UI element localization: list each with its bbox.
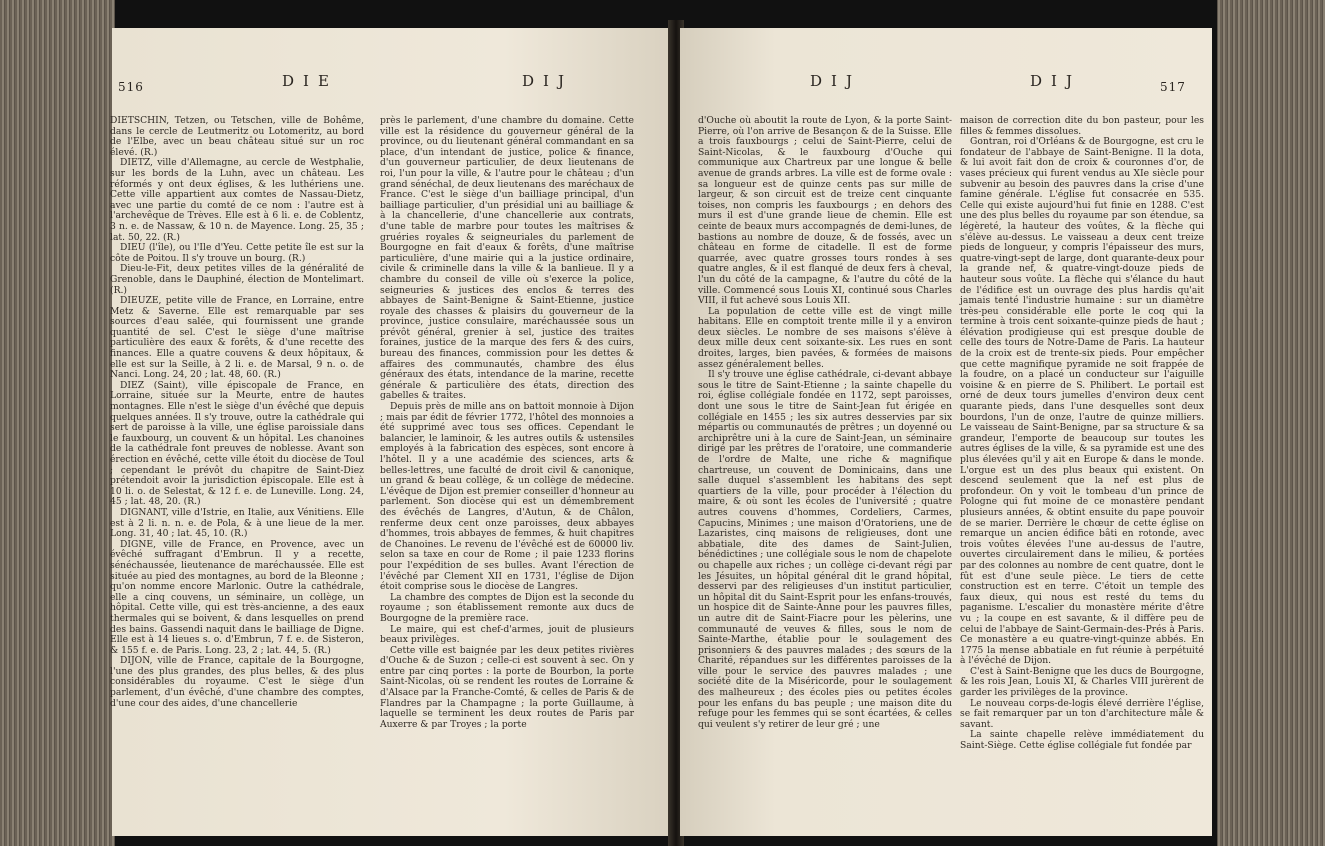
paragraph: DIEZ (Saint), ville épiscopale de France, en Lorraine, située sur la Meurte, entre de hautes montagnes. Elle n'est le siège d'un évêché que depuis quelques années. Il s'y trouve, outre la cathédrale qui sert de paroisse à la ville, une église paroissiale dans le fauxbourg, un couvent & un hôpital. Les chanoines de la cathédrale font preuves de noblesse. Avant son érection en évêché, cette ville étoit du diocèse de Toul ; cependant le prévôt du chapitre de Saint-Diez prétendoit avoir la jurisdiction épiscopale. Elle est à 10 li. o. de Selestat, & 12 f. e. de Luneville. Long. 24, 45 ; lat. 48, 20. (R.) [110, 379, 364, 508]
text-column-1 [698, 116, 952, 730]
right-page [680, 28, 1212, 836]
paragraph: DIGNE, ville de France, en Provence, avec un évêché suffragant d'Embrun. Il y a recette, sénéchaussée, lieutenance de maréchaussée. Elle est située au pied des montagnes, au bord de la Bleonne ; qu'on nomme encore Marlonic. Outre la cathédrale, elle a cinq couvens, un séminaire, un collège, un hôpital. Cette ville, qui est très-ancienne, a des eaux thermales qui se boivent, & dans lesquelles on prend des bains. Gassendi naquit dans le bailliage de Digne. Elle est à 14 lieues s. o. d'Embrun, 7 f. e. de Sisteron, & 155 f. e. de Paris. Long. 23, 2 ; lat. 44, 5. (R.) [110, 538, 364, 656]
text-column-2 [380, 116, 634, 730]
paragraph: Depuis près de mille ans on battoit monnoie à Dijon ; mais par édit de février 1772, l'hôtel des monnoies a été supprimé avec tous ses offices. Cependant le balancier, le laminoir, & les autres outils & ustensiles employés à la fabrication des espèces, sont encore à l'hôtel. Il y a une académie des sciences, arts & belles-lettres, une faculté de droit civil & canonique, un grand & beau collège, & un collège de médecine. L'évêque de Dijon est premier conseiller d'honneur au parlement. Son diocèse qui est un démembrement des évêchés de Langres, d'Autun, & de Châlon, renferme deux cent onze paroisses, deux abbayes d'hommes, trois abbayes de femmes, & huit chapitres de Chanoines. Le revenu de l'évêché est de 60000 liv. selon sa taxe en cour de Rome ; il paie 1233 florins pour l'expédition de ses bulles. Avant l'érection de l'évêché par Clement XII en 1731, l'église de Dijon étoit comprise sous le diocèse de Langres. [380, 401, 634, 593]
text-column-2 [960, 116, 1204, 752]
left-page-edges [0, 0, 115, 846]
paragraph: La population de cette ville est de vingt mille habitans. Elle en comptoit trente mille il y a environ deux siècles. Le nombre de ses maisons s'élève à deux mille deux cent soixante-six. Les rues en sont droites, larges, bien pavées, & formées de maisons assez généralement belles. [698, 305, 952, 370]
paragraph: La sainte chapelle relève immédiatement du Saint-Siège. Cette église collégiale fut fondée par [960, 729, 1204, 752]
paragraph: DIEU (l'île), ou l'Ile d'Yeu. Cette petite île est sur la côte de Poitou. Il s'y trouve un bourg. (R.) [110, 242, 364, 264]
paragraph: DIETSCHIN, Tetzen, ou Tetschen, ville de Bohême, dans le cercle de Leutmeritz ou Lotomeritz, au bord de l'Elbe, avec un beau château situé sur un roc élevé. (R.) [110, 115, 364, 158]
paragraph: d'Ouche où aboutit la route de Lyon, & la porte Saint-Pierre, où l'on arrive de Besançon & de la Suisse. Elle a trois fauxbourgs ; celui de Saint-Pierre, celui de Saint-Nicolas, & le fauxbourg d'Ouche qui communique aux Chartreux par une longue & belle avenue de grands arbres. La ville est de forme ovale : sa longueur est de quinze cents pas sur mille de largeur, & son circuit est de treize cent cinquante toises, non compris les fauxbourgs ; en dehors des murs il est d'une grande lieue de chemin. Elle est ceinte de beaux murs accompagnés de demi-lunes, de bastions au nombre de douze, & de fossés, avec un château en forme de citadelle. Il est de forme quarrée, avec quatre grosses tours rondes à ses quatre angles, & il est flanqué de deux fers à cheval, l'un du côté de la campagne, & l'autre du côté de la ville. Commencé sous Louis XI, continué sous Charles VIII, il fut achevé sous Louis XII. [698, 115, 952, 307]
right-page-edges [1217, 0, 1325, 846]
paragraph: DIGNANT, ville d'Istrie, en Italie, aux Vénitiens. Elle est à 2 li. n. n. e. de Pola, & à une lieue de la mer. Long. 31, 40 ; lat. 45, 10. (R.) [110, 506, 364, 540]
page-number: 516 [118, 80, 144, 94]
paragraph: La chambre des comptes de Dijon est la seconde du royaume ; son établissement remonte aux ducs de Bourgogne de la première race. [380, 591, 634, 624]
paragraph: DIETZ, ville d'Allemagne, au cercle de Westphalie, sur les bords de la Luhn, avec un château. Les réformés y ont deux églises, & les luthériens une. Cette ville appartient aux comtes de Nassau-Dietz, avec une partie du comté de ce nom : l'autre est à l'archevêque de Trèves. Elle est à 6 li. e. de Coblentz, 3 n. e. de Nassaw, & 10 n. de Mayence. Long. 25, 35 ; lat. 50, 22. (R.) [110, 157, 364, 243]
paragraph: Le nouveau corps-de-logis élevé derrière l'église, se fait remarquer par un ton d'architecture mâle & savant. [960, 697, 1204, 730]
running-header-left: DIJ [810, 72, 861, 90]
paragraph: près le parlement, d'une chambre du domaine. Cette ville est la résidence du gouverneur général de la province, ou du lieutenant général commandant en sa place, d'un intendant de justice, police & finance, d'un gouverneur particulier, de deux lieutenans de roi, l'un pour la ville, & l'autre pour le château ; d'un grand sénéchal, de deux lieutenans des maréchaux de France. C'est le siège d'un bailliage principal, d'un bailliage particulier, d'un présidial uni au bailliage & à la chancellerie, d'une chancellerie aux contrats, d'une table de marbre pour toutes les maîtrises & gruéries royales & seigneuriales du parlement de Bourgogne en fait d'eaux & forêts, d'une maîtrise particulière, d'une mairie qui a la justice ordinaire, civile & criminelle dans la ville & la banlieue. Il y a chambre du conseil de ville où s'exerce la police, seigneuries & justices des enclos & terres des abbayes de Saint-Benigne & Saint-Etienne, justice royale des chasses & plaisirs du gouverneur de la province, justice consulaire, maréchaussée sous un prévôt général, grenier à sel, justice des traites foraines, justice de la marque des fers & des cuirs, bureau des finances, commission pour les dettes & affaires des communautés, chambre des élus généraux des états, intendance de la marine, recette générale & particulière des états, direction des gabelles & traites. [380, 115, 634, 402]
running-header-right: DIJ [1030, 72, 1081, 90]
paragraph: maison de correction dite du bon pasteur, pour les filles & femmes dissolues. [960, 115, 1204, 137]
paragraph: DIEUZE, petite ville de France, en Lorraine, entre Metz & Saverne. Elle est remarquable par ses sources d'eau salée, qui fournissent une grande quantité de sel. C'est le siège d'une maîtrise particulière des eaux & forêts, & d'une recette des finances. Elle a quatre couvens & deux hôpitaux, & elle est sur la Seille, à 2 li. e. de Marsal, 9 n. o. de Nanci. Long. 24, 20 ; lat. 48, 60. (R.) [110, 295, 364, 381]
running-header-left: DIE [282, 72, 338, 90]
left-page [112, 28, 672, 836]
paragraph: Cette ville est baignée par les deux petites rivières d'Ouche & de Suzon ; celle-ci est souvent à sec. On y entre par cinq portes : la porte de Bourbon, la porte Saint-Nicolas, où se rendent les routes de Lorraine & d'Alsace par la Franche-Comté, & celles de Paris & de Flandres par la Champagne ; la porte Guillaume, à laquelle se terminent les deux routes de Paris par Auxerre & par Troyes ; la porte [380, 644, 634, 730]
paragraph: Le maire, qui est chef-d'armes, jouit de plusieurs beaux privilèges. [380, 623, 634, 646]
paragraph: DIJON, ville de France, capitale de la Bourgogne, l'une des plus grandes, des plus belles, & des plus considérables du royaume. C'est le siège d'un parlement, d'un évêché, d'une chambre des comptes, d'une cour des aides, d'une chancellerie [110, 655, 364, 709]
paragraph: Il s'y trouve une église cathédrale, ci-devant abbaye sous le titre de Saint-Etienne ; la sainte chapelle du roi, église collégiale fondée en 1172, sept paroisses, dont une sous le titre de Saint-Jean fut érigée en collégiale en 1455 ; les six autres desservies par six mépartis ou communautés de prêtres ; un doyenné ou archiprêtre uni à la cure de Saint-Jean, un séminaire dirigé par les prêtres de l'oratoire, une commanderie de l'ordre de Malte, une riche & magnifique chartreuse, un couvent de Dominicains, dans une salle duquel s'assemblent les habitans des sept quartiers de la ville, pour procéder à l'élection du maire, & où sont les écoles de l'université ; quatre autres couvens d'hommes, Cordeliers, Carmes, Capucins, Minimes ; une maison d'Oratoriens, une de Lazaristes, cinq maisons de religieuses, dont une abbatiale, dite des dames de Saint-Julien, bénédictines ; une collégiale sous le nom de chapelote ou chapelle aux riches ; un collège ci-devant régi par les Jésuites, un hôpital général dit le grand hôpital, desservi par des religieuses d'un institut particulier, un hôpital dit du Saint-Esprit pour les enfans-trouvés, un hospice dit de Sainte-Anne pour les pauvres filles, un autre dit de Saint-Fiacre pour les pèlerins, une communauté de veuves & filles, sous le nom de Sainte-Marthe, établie pour le soulagement des prisonniers & des pauvres malades ; des sœurs de la Charité, répandues sur les différentes paroisses de la ville pour le service des pauvres malades ; une société dite de la Miséricorde, pour le soulagement des malheureux ; des écoles pies ou petites écoles pour les enfans du bas peuple ; une maison dite du refuge pour les femmes qui se sont écartées, & celles qui veulent s'y retirer de leur gré ; une [698, 369, 952, 730]
paragraph: Dieu-le-Fit, deux petites villes de la généralité de Grenoble, dans le Dauphiné, élection de Montelimart. (R.) [110, 263, 364, 296]
text-column-1 [110, 116, 364, 709]
paragraph: Gontran, roi d'Orléans & de Bourgogne, est cru le fondateur de l'abbaye de Saint-Benigne. Il la dota, & lui avoit fait don de croix & couronnes d'or, de vases précieux qui furent vendus au XIe siècle pour subvenir au besoin des pauvres dans la crise d'une famine générale. L'église fut consacrée en 535. Celle qui existe aujourd'hui fut finie en 1288. C'est une des plus belles du royaume par son étendue, sa légèreté, la hauteur des voûtes, & la flèche qui s'élève au-dessus. Le vaisseau a deux cent treize pieds de longueur, y compris l'épaisseur des murs, quatre-vingt-sept de large, dont quarante-deux pour la grande nef, & quatre-vingt-douze pieds de hauteur sous voûte. La flèche qui s'élance du haut de l'édifice est un ouvrage des plus hardis qu'ait jamais tenté l'industrie humaine : sur un diamètre très-peu considérable elle porte le coq qui la termine à trois cent soixante-quinze pieds de haut ; élévation prodigieuse qui est presque double de celle des tours de Notre-Dame de Paris. La hauteur de la croix est de trente-six pieds. Pour empêcher que cette magnifique pyramide ne soit frappée de la foudre, on a placé un conducteur sur l'aiguille voisine & en pierre de S. Philibert. Le portail est orné de deux tours jumelles d'environ deux cent quarante pieds, dans l'une desquelles sont deux bourdons, l'un de onze, l'autre de quinze milliers. Le vaisseau de Saint-Benigne, par sa structure & sa grandeur, l'emporte de beaucoup sur toutes les autres églises de la ville, & sa pyramide est une des plus élevées qu'il y ait en Europe & dans le monde. L'orgue est un des plus beaux qui existent. On descend seulement que la nef est plus de profondeur. On y voit le tombeau d'un prince de Pologne qui fut moine de ce monastère pendant plusieurs années, & obtint ensuite du pape pouvoir de se marier. Derrière le chœur de cette église on remarque un ancien édifice bâti en rotonde, avec trois voûtes élevées l'une au-dessus de l'autre, ouvertes circulairement dans le milieu, & portées par des colonnes au nombre de cent quatre, dont le fût est d'une seule pièce. Le tiers de cette construction est en terre. C'étoit un temple des faux dieux, qui nous est resté du tems du paganisme. L'escalier du monastère mérite d'être vu ; la coupe en est savante, & il diffère peu de celui de l'abbaye de Saint-Germain-des-Prés à Paris. Ce monastère a eu quatre-vingt-quinze abbés. En 1775 la mense abbatiale en fut réunie à perpétuité à l'évêché de Dijon. [960, 136, 1204, 667]
page-number: 517 [1160, 80, 1186, 94]
paragraph: C'est à Saint-Benigne que les ducs de Bourgogne, & les rois Jean, Louis XI, & Charles VIII jurèrent de garder les privilèges de la province. [960, 665, 1204, 699]
running-header-right: DIJ [522, 72, 573, 90]
